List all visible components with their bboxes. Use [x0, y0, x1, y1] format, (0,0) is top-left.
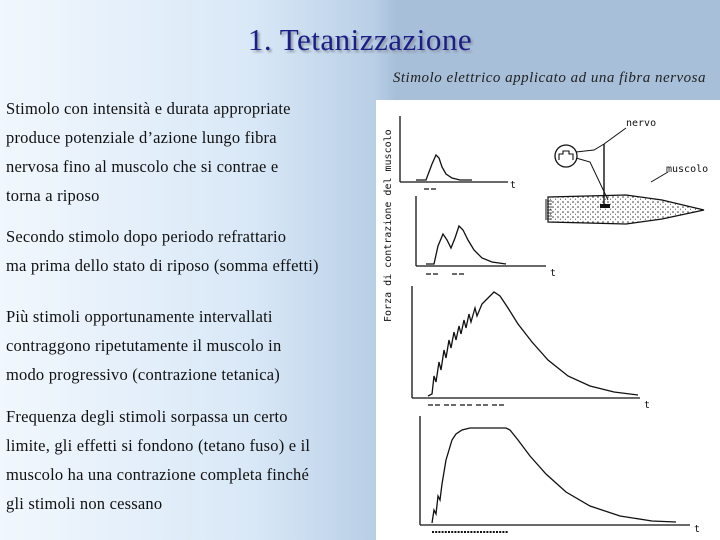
figure-caption: Stimolo elettrico applicato ad una fibra nervosa — [392, 70, 706, 86]
paragraph-summation — [6, 222, 319, 280]
panel-fused-tetanus — [420, 416, 690, 532]
panel-single-twitch — [400, 116, 508, 189]
slide-title: 1. Tetanizzazione — [247, 22, 473, 57]
paragraph-fused-tetanus — [6, 402, 310, 518]
text-line: gli stimoli non cessano — [6, 494, 163, 513]
muscle-fiber — [548, 195, 704, 224]
nerve-muscle-illustration — [546, 128, 704, 224]
text-line: Stimolo con intensità e durata appropriate — [6, 99, 291, 118]
panel-incomplete-tetanus — [412, 286, 640, 405]
electrode-plate — [600, 204, 610, 208]
nerve-label-leader — [604, 128, 626, 144]
text-line: modo progressivo (contrazione tetanica) — [6, 365, 280, 384]
tetanic-curve — [428, 292, 638, 396]
panel-summation — [416, 196, 546, 274]
time-label: t — [694, 524, 701, 535]
text-line: Secondo stimolo dopo periodo refrattario — [6, 227, 287, 246]
contraction-figure — [376, 100, 720, 540]
text-line: nervosa fino al muscolo che si contrae e — [6, 157, 279, 176]
text-line: contraggono ripetutamente il muscolo in — [6, 336, 282, 355]
electrode-wires — [576, 144, 608, 200]
text-line: limite, gli effetti si fondono (tetano fuso) e il — [6, 436, 311, 455]
fused-tetanus-curve — [432, 428, 676, 523]
time-label: t — [550, 268, 557, 279]
y-axis-label: Forza di contrazione del muscolo — [383, 129, 394, 322]
fiber-striations — [547, 201, 552, 219]
text-line: ma prima dello stato di riposo (somma effetti) — [6, 256, 319, 275]
muscle-label: muscolo — [666, 164, 709, 175]
paragraph-tetanic-contraction — [6, 302, 281, 389]
twitch-curve — [416, 155, 472, 180]
paragraph-single-stimulus — [6, 94, 291, 210]
text-line: muscolo ha una contrazione completa finché — [6, 465, 309, 484]
text-line: Più stimoli opportunamente intervallati — [6, 307, 273, 326]
stimulator-icon — [555, 145, 577, 167]
text-line: torna a riposo — [6, 186, 100, 205]
time-label: t — [510, 180, 517, 191]
nerve-label: nervo — [626, 118, 657, 129]
summation-curve — [426, 226, 506, 264]
text-line: Frequenza degli stimoli sorpassa un certo — [6, 407, 288, 426]
text-line: produce potenziale d’azione lungo fibra — [6, 128, 277, 147]
time-label: t — [644, 400, 651, 411]
